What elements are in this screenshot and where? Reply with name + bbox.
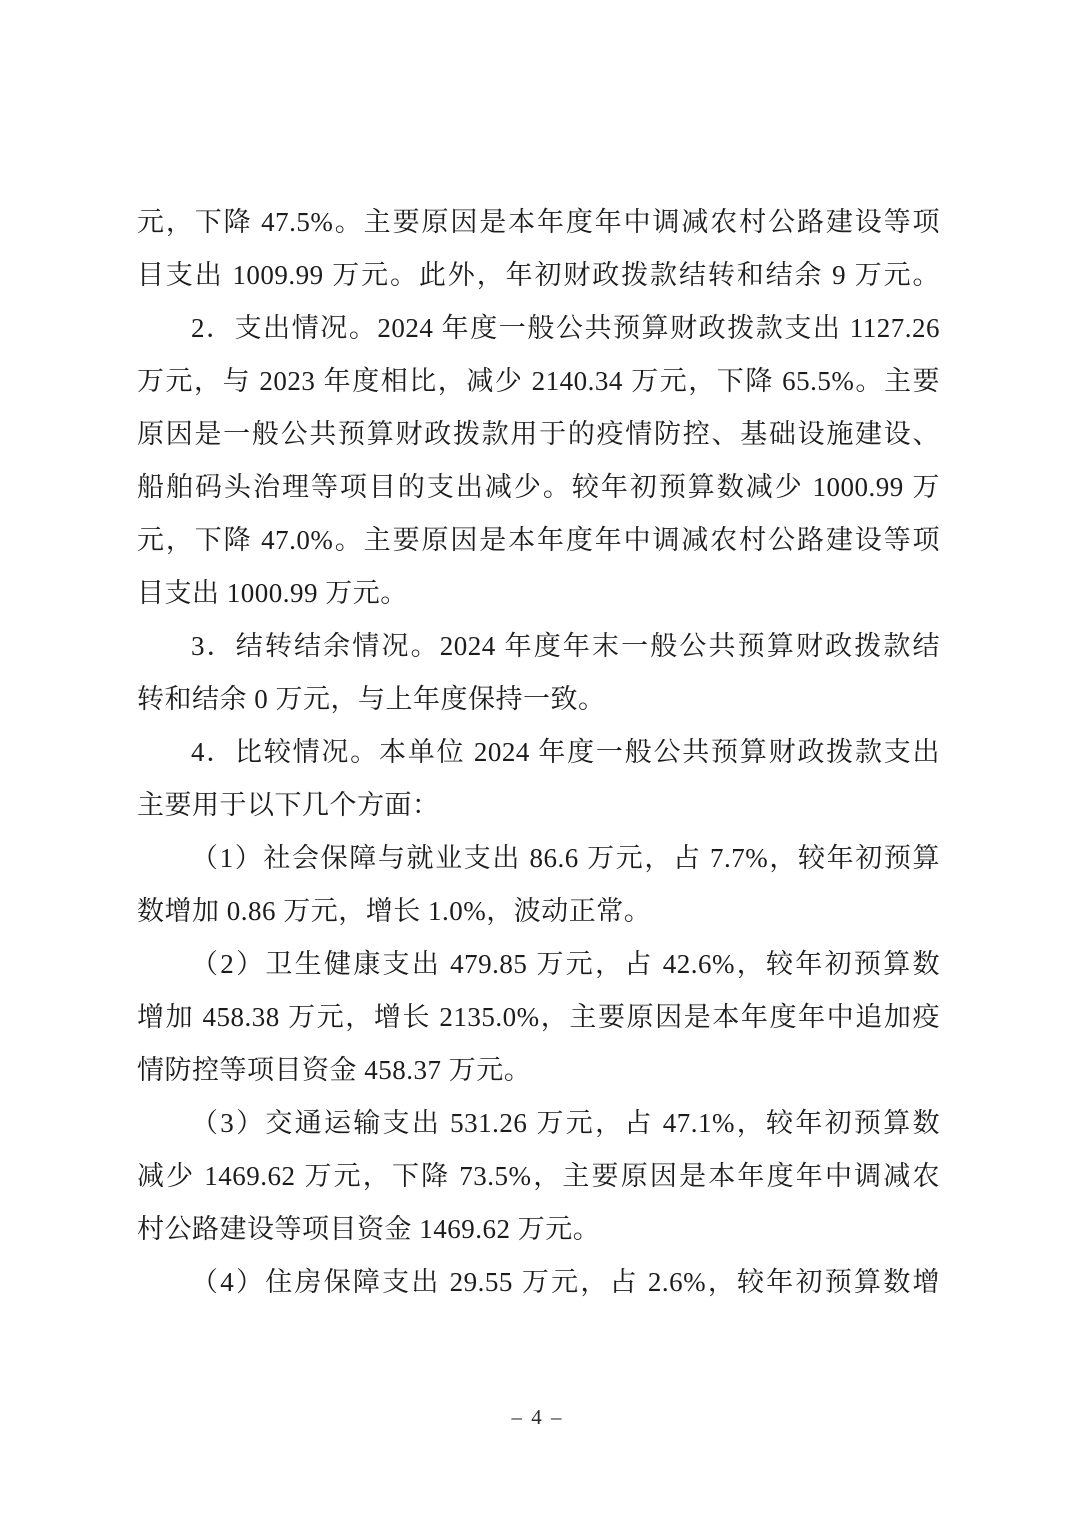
body-line: 万元，与 2023 年度相比，减少 2140.34 万元，下降 65.5%。主要 bbox=[137, 366, 940, 396]
body-line: 元，下降 47.0%。主要原因是本年度年中调减农村公路建设等项 bbox=[137, 525, 940, 555]
body-line: 原因是一般公共预算财政拨款用于的疫情防控、基础设施建设、 bbox=[137, 419, 940, 449]
body-line-item-3: 3．结转结余情况。2024 年度年末一般公共预算财政拨款结 bbox=[191, 631, 940, 661]
body-line-sub-1: （1）社会保障与就业支出 86.6 万元，占 7.7%，较年初预算 bbox=[191, 843, 940, 873]
body-line-sub-3: （3）交通运输支出 531.26 万元，占 47.1%，较年初预算数 bbox=[191, 1108, 940, 1138]
body-line: 目支出 1000.99 万元。 bbox=[137, 578, 408, 608]
body-line: 转和结余 0 万元，与上年度保持一致。 bbox=[137, 684, 606, 714]
body-line: 船舶码头治理等项目的支出减少。较年初预算数减少 1000.99 万 bbox=[137, 472, 940, 502]
body-line: 主要用于以下几个方面： bbox=[137, 790, 440, 820]
body-line-sub-2: （2）卫生健康支出 479.85 万元，占 42.6%，较年初预算数 bbox=[191, 949, 940, 979]
body-line: 元，下降 47.5%。主要原因是本年度年中调减农村公路建设等项 bbox=[137, 207, 940, 237]
body-text bbox=[137, 196, 940, 1309]
body-line-item-4: 4．比较情况。本单位 2024 年度一般公共预算财政拨款支出 bbox=[191, 737, 940, 767]
body-line: 村公路建设等项目资金 1469.62 万元。 bbox=[137, 1214, 601, 1244]
page-number: – 4 – bbox=[511, 1405, 564, 1429]
body-line: 减少 1469.62 万元，下降 73.5%，主要原因是本年度年中调减农 bbox=[137, 1161, 940, 1191]
body-line: 情防控等项目资金 458.37 万元。 bbox=[137, 1055, 532, 1085]
body-line: 增加 458.38 万元，增长 2135.0%，主要原因是本年度年中追加疫 bbox=[137, 1002, 940, 1032]
body-line: 数增加 0.86 万元，增长 1.0%，波动正常。 bbox=[137, 896, 652, 926]
body-line: 目支出 1009.99 万元。此外，年初财政拨款结转和结余 9 万元。 bbox=[137, 260, 940, 290]
body-line-sub-4: （4）住房保障支出 29.55 万元，占 2.6%，较年初预算数增 bbox=[191, 1267, 940, 1297]
body-line-item-2: 2．支出情况。2024 年度一般公共预算财政拨款支出 1127.26 bbox=[191, 313, 940, 343]
